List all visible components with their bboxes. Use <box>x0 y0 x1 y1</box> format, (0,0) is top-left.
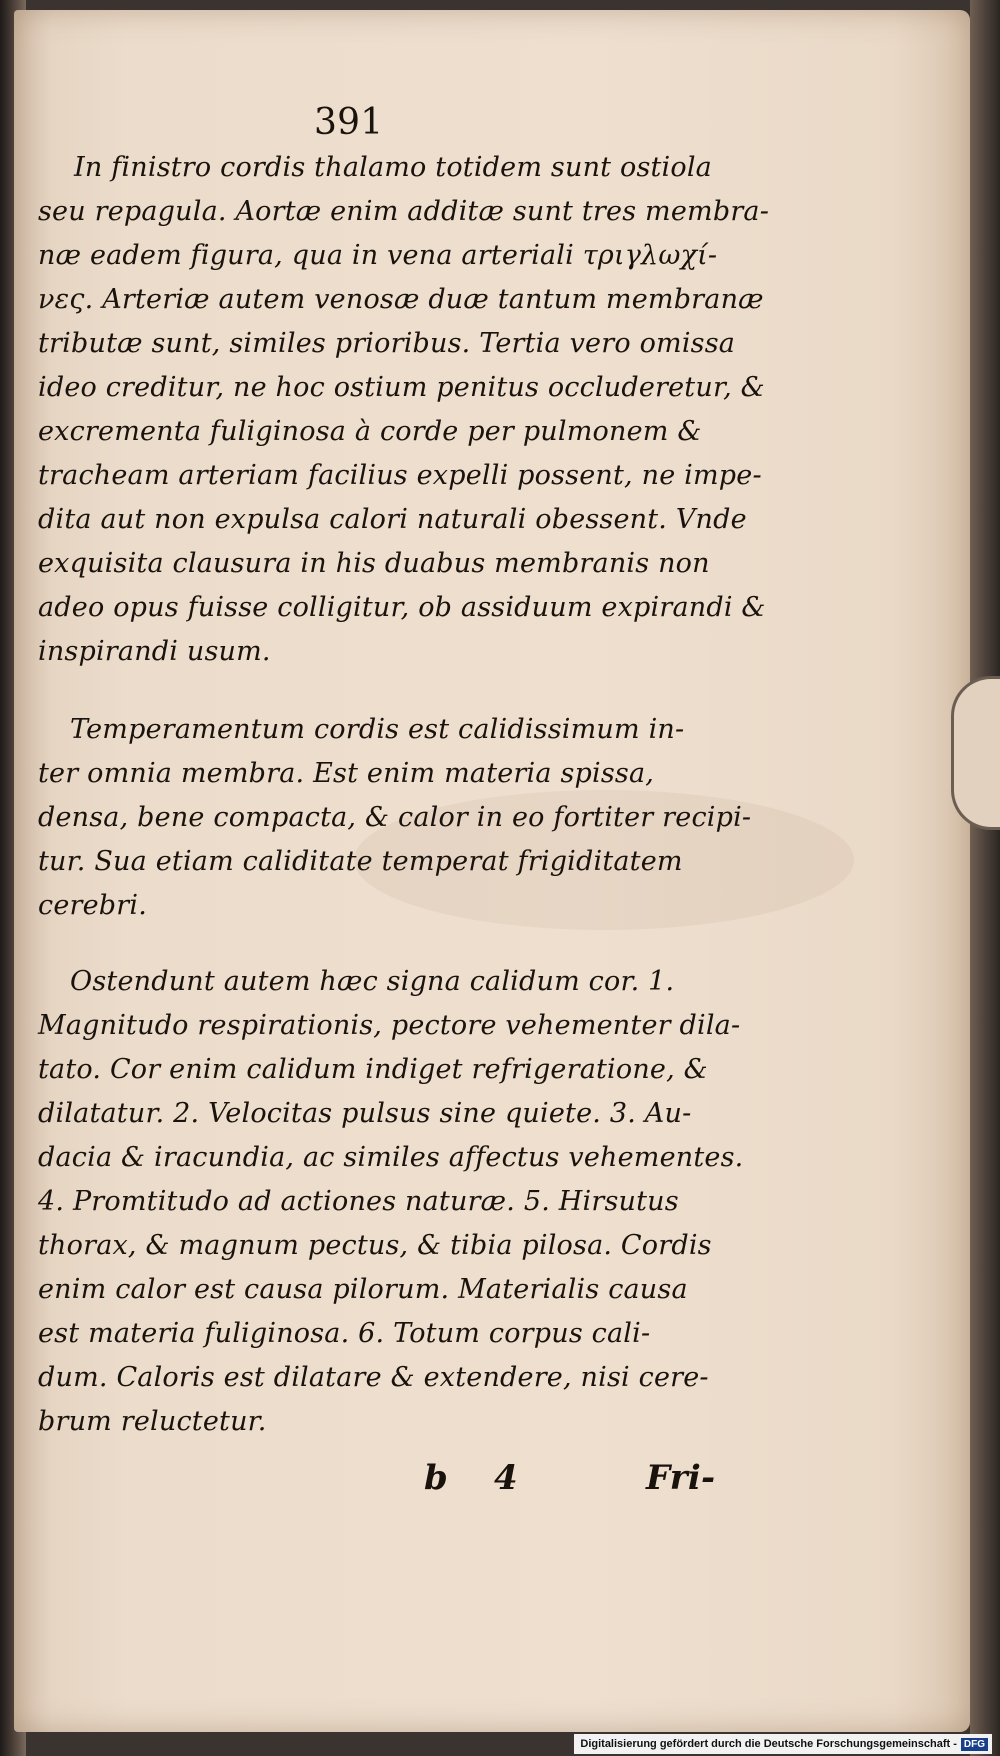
text-line: næ eadem figura, qua in vena arteriali τριγλωχί- <box>38 240 718 271</box>
text-line: Ostendunt autem hæc signa calidum cor. 1. <box>70 966 675 997</box>
text-line: seu repagula. Aortæ enim additæ sunt tres membra- <box>38 196 770 227</box>
text-line: tur. Sua etiam caliditate temperat frigiditatem <box>38 846 683 877</box>
text-line: thorax, & magnum pectus, & tibia pilosa. Cordis <box>38 1230 712 1261</box>
text-line: brum reluctetur. <box>38 1406 267 1437</box>
text-line: inspirandi usum. <box>38 636 271 667</box>
text-line: dilatatur. 2. Velocitas pulsus sine quiete. 3. Au- <box>38 1098 692 1129</box>
text-line: ideo creditur, ne hoc ostium penitus occluderetur, & <box>38 372 765 403</box>
text-line: excrementa fuliginosa à corde per pulmonem & <box>38 416 702 447</box>
text-line: νες. Arteriæ autem venosæ duæ tantum membranæ <box>38 284 764 315</box>
digitization-credit <box>574 1734 992 1754</box>
catchword: Fri- <box>646 1458 716 1498</box>
book-page <box>14 10 970 1732</box>
text-line: cerebri. <box>38 890 147 921</box>
page-edge <box>970 0 1000 1756</box>
text-line: dacia & iracundia, ac similes affectus vehementes. <box>38 1142 744 1173</box>
text-line: adeo opus fuisse colligitur, ob assiduum expirandi & <box>38 592 766 623</box>
signature-number: 4 <box>494 1458 518 1498</box>
text-line: dum. Caloris est dilatare & extendere, nisi cere- <box>38 1362 709 1393</box>
text-line: ter omnia membra. Est enim materia spissa, <box>38 758 655 789</box>
text-line: 4. Promtitudo ad actiones naturæ. 5. Hirsutus <box>38 1186 679 1217</box>
text-line: densa, bene compacta, & calor in eo fortiter recipi- <box>38 802 752 833</box>
credit-text: Digitalisierung gefördert durch die Deutsche Forschungsgemeinschaft - <box>580 1738 957 1750</box>
signature-mark: b <box>424 1458 448 1498</box>
text-line: tato. Cor enim calidum indiget refrigeratione, & <box>38 1054 708 1085</box>
text-line: tracheam arteriam facilius expelli possent, ne impe- <box>38 460 762 491</box>
dfg-logo: DFG <box>961 1738 988 1751</box>
text-line: exquisita clausura in his duabus membranis non <box>38 548 710 579</box>
page-number: 391 <box>314 102 384 143</box>
text-line: enim calor est causa pilorum. Materialis causa <box>38 1274 688 1305</box>
text-line: dita aut non expulsa calori naturali obessent. Vnde <box>38 504 747 535</box>
text-line: tributæ sunt, similes prioribus. Tertia vero omissa <box>38 328 736 359</box>
text-line: Magnitudo respirationis, pectore vehementer dila- <box>38 1010 741 1041</box>
text-line: In finistro cordis thalamo totidem sunt ostiola <box>74 152 712 183</box>
text-line: est materia fuliginosa. 6. Totum corpus cali- <box>38 1318 651 1349</box>
text-line: Temperamentum cordis est calidissimum in- <box>70 714 685 745</box>
page-tab-marker <box>951 676 1000 830</box>
